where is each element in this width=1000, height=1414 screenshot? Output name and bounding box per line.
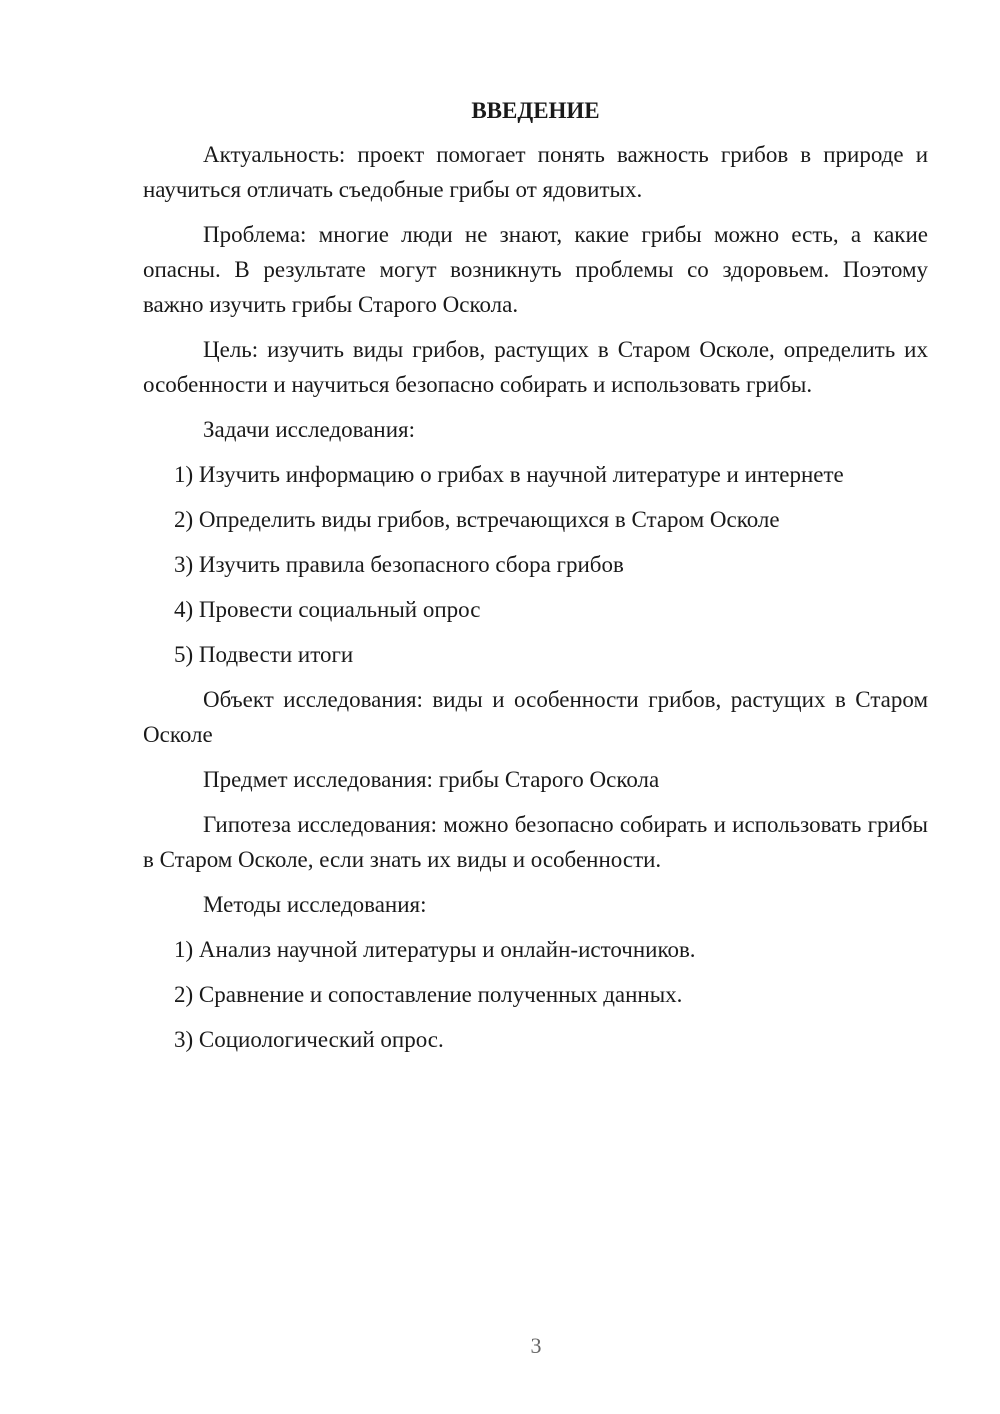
problem-paragraph: Проблема: многие люди не знают, какие грибы можно есть, а какие опасны. В результате могут возникнуть проблемы со здоровьем. Поэтому важно изучить грибы Старого Оскола. — [143, 222, 928, 317]
method-item: 2) Сравнение и сопоставление полученных данных. — [174, 982, 683, 1007]
section-title: ВВЕДЕНИЕ — [471, 98, 600, 123]
goal-paragraph: Цель: изучить виды грибов, растущих в Старом Осколе, определить их особенности и научиться безопасно собирать и использовать грибы. — [143, 337, 928, 397]
page-number: 3 — [530, 1333, 542, 1358]
hypothesis-paragraph: Гипотеза исследования: можно безопасно собирать и использовать грибы в Старом Осколе, если знать их виды и особенности. — [143, 812, 928, 872]
object-paragraph: Объект исследования: виды и особенности грибов, растущих в Старом Осколе — [143, 687, 928, 747]
method-item: 3) Социологический опрос. — [174, 1027, 444, 1052]
subject-paragraph: Предмет исследования: грибы Старого Оскола — [203, 767, 660, 792]
page-content — [143, 95, 928, 1067]
task-item: 1) Изучить информацию о грибах в научной литературе и интернете — [174, 462, 844, 487]
task-item: 5) Подвести итоги — [174, 642, 354, 667]
tasks-heading: Задачи исследования: — [203, 417, 416, 442]
task-item: 3) Изучить правила безопасного сбора грибов — [174, 552, 624, 577]
task-item: 4) Провести социальный опрос — [174, 597, 481, 622]
task-item: 2) Определить виды грибов, встречающихся в Старом Осколе — [174, 507, 780, 532]
relevance-paragraph: Актуальность: проект помогает понять важность грибов в природе и научиться отличать съедобные грибы от ядовитых. — [143, 142, 928, 202]
method-item: 1) Анализ научной литературы и онлайн-источников. — [174, 937, 696, 962]
methods-heading: Методы исследования: — [203, 892, 427, 917]
